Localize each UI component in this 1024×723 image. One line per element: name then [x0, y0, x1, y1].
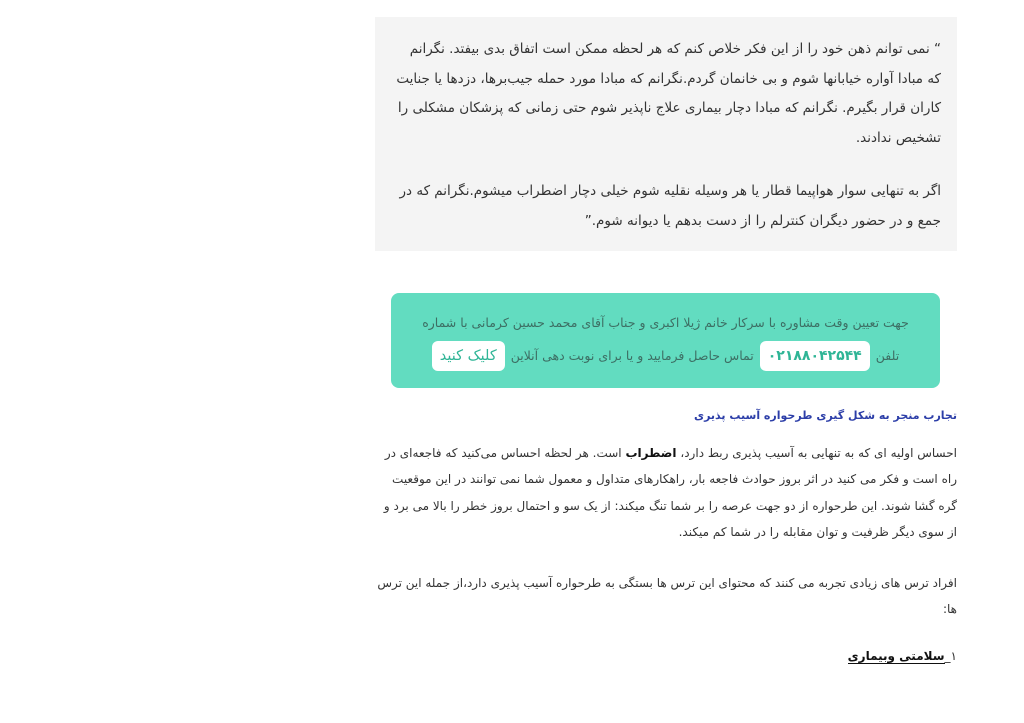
banner-line-1: جهت تعیین وقت مشاوره با سرکار خانم ژیلا اکبری و جناب آقای محمد حسین کرمانی با شماره: [422, 315, 909, 330]
p1-bold-term: اضطراب: [625, 446, 677, 460]
banner-line-2-text: تماس حاصل فرمایید و یا برای نوبت دهی آنلاین: [510, 348, 754, 363]
article-column: [375, 17, 957, 663]
list-item-number: ۱_: [944, 649, 957, 663]
list-item: [848, 649, 957, 663]
blockquote: [375, 17, 957, 251]
phone-number-link[interactable]: ۰۲۱۸۸۰۴۲۵۴۴: [760, 341, 870, 371]
p1-rest: است. هر لحظه احساس می‌کنید که فاجعه‌ای در راه است و فکر می کنید در اثر بروز حوادث فاجعه بار، راهکارهای متداول و معمول شما نمی توانند در این موقعیت گره گشا شوند. این طرحواره از دو جهت عرصه را بر شما تنگ میکند: از یک سو و احتمال بروز خطر را بالا می برد و از سوی دیگر ظرفیت و توان مقابله را در شما کم میکند.: [383, 446, 957, 539]
p1-start: احساس اولیه ای که به تنهایی به آسیب پذیری ربط دارد،: [680, 446, 957, 460]
paragraph-anxiety: [375, 440, 957, 545]
list-item-text: سلامتی وبیماری: [847, 649, 945, 663]
banner-line-2: [411, 341, 920, 371]
section-heading: تجارب منجر به شکل گیری طرحواره آسیب پذیری: [694, 409, 957, 422]
quote-paragraph-1: “ نمی توانم ذهن خود را از این فکر خلاص کنم که هر لحظه ممکن است اتفاق بدی بیفتد. نگرانم که مبادا آواره خیابانها شوم و بی خانمان گردم.نگرانم که مبادا مورد حمله جیب‌برها، دزدها یا جنایت کاران قرار بگیرم. نگرانم که مبادا دچار بیماری علاج ناپذیر شوم حتی زمانی که پزشکان مشکلی را تشخیص ندادند.: [396, 41, 941, 146]
quote-paragraph-2: اگر به تنهایی سوار هواپیما قطار یا هر وسیله نقلیه شوم خیلی دچار اضطراب میشوم.نگرانم که در جمع و در حضور دیگران کنترلم را از دست بدهم یا دیوانه شوم.”: [399, 183, 941, 229]
consultation-banner: [391, 293, 940, 388]
online-booking-button[interactable]: کلیک کنید: [432, 341, 505, 371]
phone-prefix: تلفن: [875, 348, 900, 363]
paragraph-fears: افراد ترس های زیادی تجربه می کنند که محتوای این ترس ها بستگی به طرحواره آسیب پذیری دارد،از جمله این ترس ها:: [377, 576, 957, 617]
